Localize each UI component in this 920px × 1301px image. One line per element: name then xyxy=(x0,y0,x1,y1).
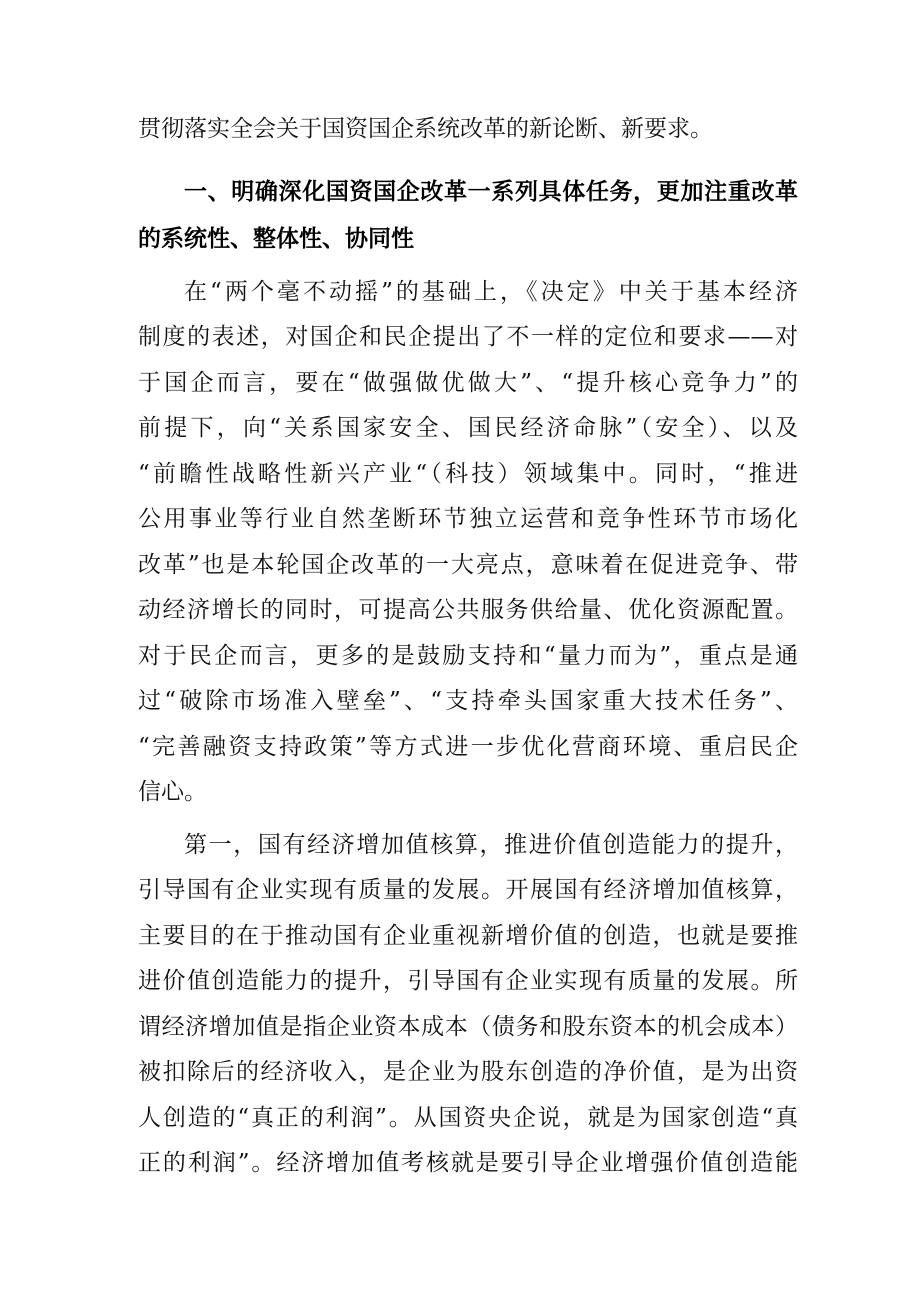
paragraph-1-line: 公用事业等行业自然垄断环节独立运营和竞争性环节市场化 xyxy=(138,506,798,532)
paragraph-1-line: 改革”也是本轮国企改革的一大亮点，意味着在促进竞争、带 xyxy=(138,552,798,578)
paragraph-1-line: “前瞻性战略性新兴产业“（科技）领域集中。同时，“推进 xyxy=(138,461,798,487)
paragraph-1-line: 信心。 xyxy=(138,779,207,805)
paragraph-1-line: “完善融资支持政策”等方式进一步优化营商环境、重启民企 xyxy=(138,734,798,760)
paragraph-2-line: 进价值创造能力的提升，引导国有企业实现有质量的发展。所 xyxy=(138,968,798,994)
paragraph-2-line: 第一，国有经济增加值核算，推进价值创造能力的提升， xyxy=(184,832,798,858)
paragraph-1-line: 于国企而言，要在“做强做优做大”、“提升核心竞争力”的 xyxy=(138,370,798,396)
paragraph-2-line: 主要目的在于推动国有企业重视新增价值的创造，也就是要推 xyxy=(138,923,798,949)
paragraph-1-line: 过“破除市场准入壁垒”、“支持牵头国家重大技术任务”、 xyxy=(138,688,798,714)
paragraph-1-line: 动经济增长的同时，可提高公共服务供给量、优化资源配置。 xyxy=(138,597,798,623)
paragraph-2-line: 人创造的“真正的利润”。从国资央企说，就是为国家创造“真 xyxy=(138,1105,798,1131)
paragraph-2-line: 引导国有企业实现有质量的发展。开展国有经济增加值核算， xyxy=(138,877,798,903)
paragraph-1-line: 对于民企而言，更多的是鼓励支持和“量力而为”，重点是通 xyxy=(138,643,798,669)
paragraph-1-line: 前提下，向“关系国家安全、国民经济命脉”（安全）、以及 xyxy=(138,415,798,441)
section-heading-line-1: 一、明确深化国资国企改革一系列具体任务，更加注重改革 xyxy=(184,179,798,205)
paragraph-2-line: 被扣除后的经济收入，是企业为股东创造的净价值，是为出资 xyxy=(138,1059,798,1085)
intro-closing-line: 贯彻落实全会关于国资国企系统改革的新论断、新要求。 xyxy=(138,116,713,142)
paragraph-2-line: 谓经济增加值是指企业资本成本（债务和股东资本的机会成本） xyxy=(138,1014,798,1040)
paragraph-2-line: 正的利润”。经济增加值考核就是要引导企业增强价值创造能 xyxy=(138,1150,798,1176)
section-heading-line-2: 的系统性、整体性、协同性 xyxy=(138,226,414,252)
paragraph-1-line: 在“两个毫不动摇”的基础上，《决定》中关于基本经济 xyxy=(184,279,798,305)
paragraph-1-line: 制度的表述，对国企和民企提出了不一样的定位和要求——对 xyxy=(138,324,798,350)
